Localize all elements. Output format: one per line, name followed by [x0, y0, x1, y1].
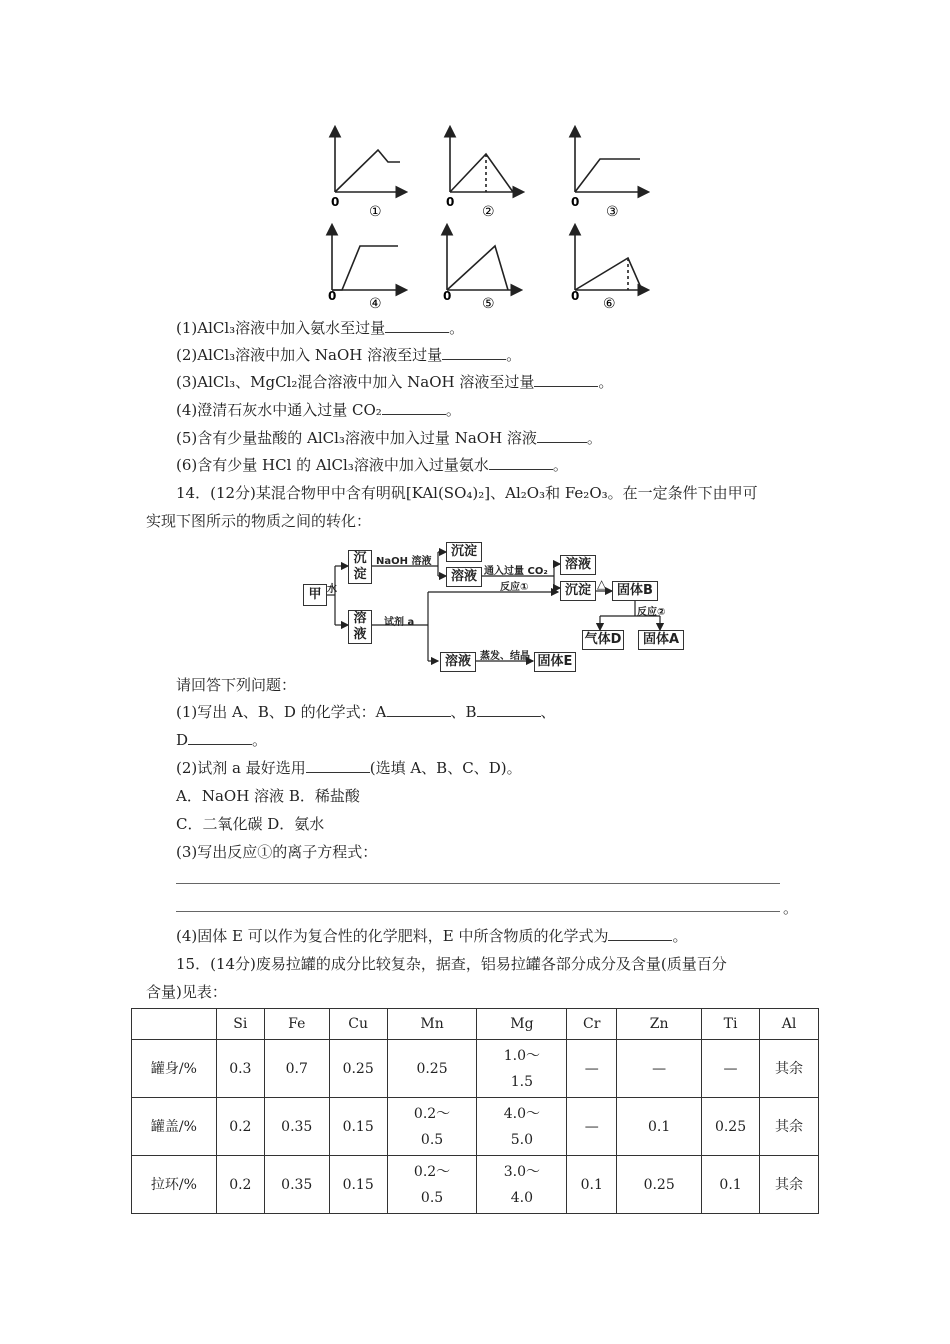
flow-heat-label: △ — [597, 577, 607, 591]
table-cell-text: 0.3 — [229, 1060, 252, 1077]
period: 。 — [586, 429, 602, 447]
flow-naoh-label: NaOH 溶液 — [376, 556, 432, 567]
table-cell — [702, 1040, 760, 1098]
graph-3 — [575, 128, 647, 192]
table-cell-text: — — [723, 1060, 738, 1077]
flow-rongye-3: 溶液 — [560, 555, 596, 575]
table-cell-text: Mg — [510, 1016, 534, 1032]
table-cell — [617, 1156, 702, 1214]
graph-2-label: ② — [482, 204, 495, 220]
table-cell-text: 0.25 — [416, 1060, 448, 1077]
table-cell — [216, 1040, 264, 1098]
table-cell — [760, 1009, 819, 1040]
table-cell — [329, 1156, 387, 1214]
graph-1-origin: 0 — [331, 195, 340, 209]
table-cell — [216, 1156, 264, 1214]
table-cell — [617, 1040, 702, 1098]
q15-stem-1: 15．(14分)废易拉罐的成分比较复杂，据查，铝易拉罐各部分成分及含量(质量百分 — [176, 955, 727, 973]
table-cell — [477, 1156, 567, 1214]
flow-gas-d: 气体D — [582, 630, 624, 650]
graph-5-origin: 0 — [443, 289, 452, 303]
table-cell — [264, 1098, 329, 1156]
table-cell — [477, 1040, 567, 1098]
q14-stem-2: 实现下图所示的物质之间的转化： — [146, 512, 372, 530]
flow-rongye-2: 溶液 — [446, 567, 482, 587]
table-cell — [264, 1156, 329, 1214]
table-cell-text: 拉环/% — [150, 1176, 197, 1193]
q13-item-5-blank[interactable] — [537, 428, 587, 443]
table-cell — [329, 1098, 387, 1156]
q13-item-1 — [176, 318, 464, 338]
table-cell-text: 0.5 — [420, 1131, 444, 1148]
table-cell-text: 其余 — [775, 1060, 803, 1077]
table-cell — [567, 1156, 617, 1214]
table-cell-text: Ti — [723, 1016, 738, 1032]
table-header-row — [132, 1009, 819, 1040]
graph-3-label: ③ — [606, 204, 619, 220]
table-cell — [387, 1156, 477, 1214]
table-cell — [567, 1098, 617, 1156]
table-row — [132, 1040, 819, 1098]
graph-6-origin: 0 — [571, 289, 580, 303]
table-cell — [387, 1098, 477, 1156]
q14-part-1 — [176, 702, 556, 722]
table-cell-text: 0.25 — [714, 1118, 747, 1135]
q14-blank-e[interactable] — [608, 926, 672, 941]
graph-4-origin: 0 — [328, 289, 337, 303]
table-cell — [617, 1009, 702, 1040]
flow-co2-label: 通入过量 CO₂ — [484, 566, 548, 577]
q13-item-4-blank[interactable] — [382, 400, 446, 415]
q14-part-1-sep: 、 — [540, 703, 556, 721]
q14-options-2: C．二氧化碳 D．氨水 — [176, 815, 325, 833]
flow-chendian-3: 沉淀 — [560, 581, 596, 601]
q14-part-1-b-text: 、B — [450, 703, 477, 721]
table-cell — [702, 1098, 760, 1156]
table-cell-text: 0.7 — [285, 1060, 308, 1077]
flow-chendian-1-text: 沉淀 — [353, 551, 367, 582]
q13-item-5-text: (5)含有少量盐酸的 AlCl₃溶液中加入过量 NaOH 溶液 — [176, 429, 537, 447]
table-cell — [567, 1040, 617, 1098]
q14-answer-line-1[interactable] — [176, 883, 780, 884]
graph-1 — [335, 128, 405, 192]
flow-solid-b: 固体B — [612, 581, 658, 601]
q13-item-4-text: (4)澄清石灰水中通入过量 CO₂ — [176, 401, 382, 419]
flow-diagram — [300, 540, 690, 675]
table-cell — [216, 1098, 264, 1156]
table-cell — [264, 1040, 329, 1098]
graph-4-label: ④ — [369, 296, 382, 312]
q13-item-6-blank[interactable] — [489, 455, 553, 470]
table-cell-text: — — [652, 1060, 667, 1077]
flow-jia: 甲 — [303, 584, 327, 606]
table-cell-text: 1.0～ — [503, 1047, 541, 1064]
table-cell — [132, 1040, 217, 1098]
q13-item-6 — [176, 455, 568, 475]
graph-6-label: ⑥ — [603, 296, 616, 312]
graph-5-label: ⑤ — [482, 296, 495, 312]
table-cell-text: — — [584, 1060, 599, 1077]
table-cell-text: 罐身/% — [150, 1060, 197, 1077]
table-cell — [132, 1009, 217, 1040]
flow-rxn1-label: 反应① — [500, 582, 529, 593]
table-cell — [617, 1098, 702, 1156]
q13-item-4 — [176, 400, 461, 420]
q14-blank-a[interactable] — [387, 702, 451, 717]
table-cell-text: 5.0 — [510, 1131, 534, 1148]
table-cell-text: 0.2～ — [413, 1163, 451, 1180]
period: 。 — [252, 731, 268, 749]
table-row — [132, 1156, 819, 1214]
graph-6 — [575, 226, 647, 290]
q14-blank-reagent[interactable] — [306, 758, 370, 773]
table-cell-text: Cu — [348, 1016, 369, 1032]
table-cell-text: 0.15 — [342, 1118, 374, 1135]
q13-item-2-text: (2)AlCl₃溶液中加入 NaOH 溶液至过量 — [176, 346, 443, 364]
table-cell — [477, 1098, 567, 1156]
table-cell-text: 4.0 — [510, 1189, 534, 1206]
period: 。 — [445, 401, 461, 419]
table-cell — [132, 1156, 217, 1214]
q14-prompt: 请回答下列问题： — [176, 676, 297, 694]
graph-4 — [332, 226, 405, 290]
table-cell-text: Mn — [420, 1016, 444, 1032]
q13-item-1-blank[interactable] — [385, 318, 449, 333]
table-cell-text: 0.25 — [342, 1060, 374, 1077]
q13-item-2-blank[interactable] — [442, 345, 506, 360]
table-cell-text: 0.35 — [281, 1118, 313, 1135]
q13-item-3-text: (3)AlCl₃、MgCl₂混合溶液中加入 NaOH 溶液至过量 — [176, 373, 535, 391]
q14-part-4 — [176, 926, 687, 946]
q13-item-2 — [176, 345, 521, 365]
q14-answer-period: 。 — [783, 899, 799, 917]
table-cell-text: — — [584, 1118, 599, 1135]
table-cell-text: Zn — [649, 1016, 669, 1032]
q14-blank-d[interactable] — [188, 730, 252, 745]
q13-item-5 — [176, 428, 602, 448]
table-cell-text: 罐盖/% — [150, 1118, 197, 1135]
flow-rongye-1 — [348, 610, 372, 644]
table-cell — [387, 1009, 477, 1040]
q13-item-3-blank[interactable] — [534, 372, 598, 387]
table-cell-text: 0.35 — [281, 1176, 313, 1193]
table-cell-text: Cr — [583, 1016, 601, 1032]
period: 。 — [598, 373, 614, 391]
table-cell-text: Al — [781, 1016, 797, 1032]
flow-rongye-1-text: 溶液 — [353, 611, 367, 642]
table-cell-text: 4.0～ — [503, 1105, 541, 1122]
q15-stem-2: 含量)见表： — [146, 983, 227, 1001]
table-cell-text: 0.2 — [229, 1176, 252, 1193]
period: 。 — [552, 456, 568, 474]
flow-rongye-4: 溶液 — [440, 652, 476, 672]
table-row — [132, 1098, 819, 1156]
q14-part-4-text: (4)固体 E 可以作为复合性的化学肥料，E 中所含物质的化学式为 — [176, 927, 609, 945]
composition-table — [131, 1008, 819, 1214]
table-cell-text: 0.2～ — [413, 1105, 451, 1122]
table-cell-text: 0.1 — [648, 1118, 671, 1135]
flow-rxn2-label: 反应② — [637, 607, 666, 618]
period: 。 — [449, 319, 465, 337]
q14-part-3: (3)写出反应①的离子方程式： — [176, 843, 378, 861]
q14-stem-1: 14．(12分)某混合物甲中含有明矾[KAl(SO₄)₂]、Al₂O₃和 Fe₂O₃。在一定条件下由甲可 — [176, 484, 758, 502]
table-cell-text: 0.2 — [229, 1118, 252, 1135]
period: 。 — [506, 346, 522, 364]
table-cell-text: 0.1 — [719, 1176, 742, 1193]
table-cell — [387, 1040, 477, 1098]
period: 。 — [672, 927, 688, 945]
table-cell — [216, 1009, 264, 1040]
table-cell — [702, 1156, 760, 1214]
q14-part-2-tail: (选填 A、B、C、D)。 — [369, 759, 522, 777]
q14-answer-line-2[interactable] — [176, 911, 780, 912]
q13-item-3 — [176, 372, 613, 392]
table-cell-text: 0.5 — [420, 1189, 444, 1206]
table-cell-text: Fe — [288, 1016, 306, 1032]
table-cell — [264, 1009, 329, 1040]
table-cell — [329, 1009, 387, 1040]
q13-item-1-text: (1)AlCl₃溶液中加入氨水至过量 — [176, 319, 386, 337]
q14-part-2-text: (2)试剂 a 最好选用 — [176, 759, 306, 777]
table-cell-text: Si — [233, 1016, 248, 1032]
graph-5 — [447, 226, 520, 290]
table-cell — [760, 1156, 819, 1214]
q14-part-1-d — [176, 730, 267, 750]
table-cell — [760, 1040, 819, 1098]
table-cell — [477, 1009, 567, 1040]
table-cell-text: 1.5 — [510, 1073, 534, 1090]
table-cell — [702, 1009, 760, 1040]
table-cell-text: 3.0～ — [503, 1163, 541, 1180]
flow-solid-a: 固体A — [638, 630, 684, 650]
flow-chendian-1 — [348, 550, 372, 584]
graph-panel — [310, 118, 650, 318]
table-cell — [760, 1098, 819, 1156]
graph-1-label: ① — [369, 204, 382, 220]
flow-solid-e: 固体E — [534, 652, 576, 672]
graph-2 — [450, 128, 522, 192]
q13-item-6-text: (6)含有少量 HCl 的 AlCl₃溶液中加入过量氨水 — [176, 456, 489, 474]
table-cell — [567, 1009, 617, 1040]
table-cell — [132, 1098, 217, 1156]
graph-3-origin: 0 — [571, 195, 580, 209]
table-cell-text: 0.25 — [643, 1176, 675, 1193]
table-cell-text: 0.1 — [580, 1176, 603, 1193]
q14-blank-b[interactable] — [477, 702, 541, 717]
flow-evap-label: 蒸发、结晶 — [480, 651, 530, 662]
table-cell-text: 其余 — [775, 1176, 803, 1193]
q14-part-2 — [176, 758, 522, 778]
graph-2-origin: 0 — [446, 195, 455, 209]
q14-part-1-a-text: (1)写出 A、B、D 的化学式：A — [176, 703, 387, 721]
flow-chendian-2: 沉淀 — [446, 542, 482, 562]
table-cell-text: 0.15 — [342, 1176, 374, 1193]
table-cell — [329, 1040, 387, 1098]
q14-options-1: A．NaOH 溶液 B．稀盐酸 — [176, 787, 360, 805]
table-cell-text: 其余 — [775, 1118, 803, 1135]
q14-part-1-d-text: D — [176, 731, 189, 749]
flow-reagent-label: 试剂 a — [384, 617, 415, 628]
flow-water-label: 水 — [327, 584, 337, 595]
